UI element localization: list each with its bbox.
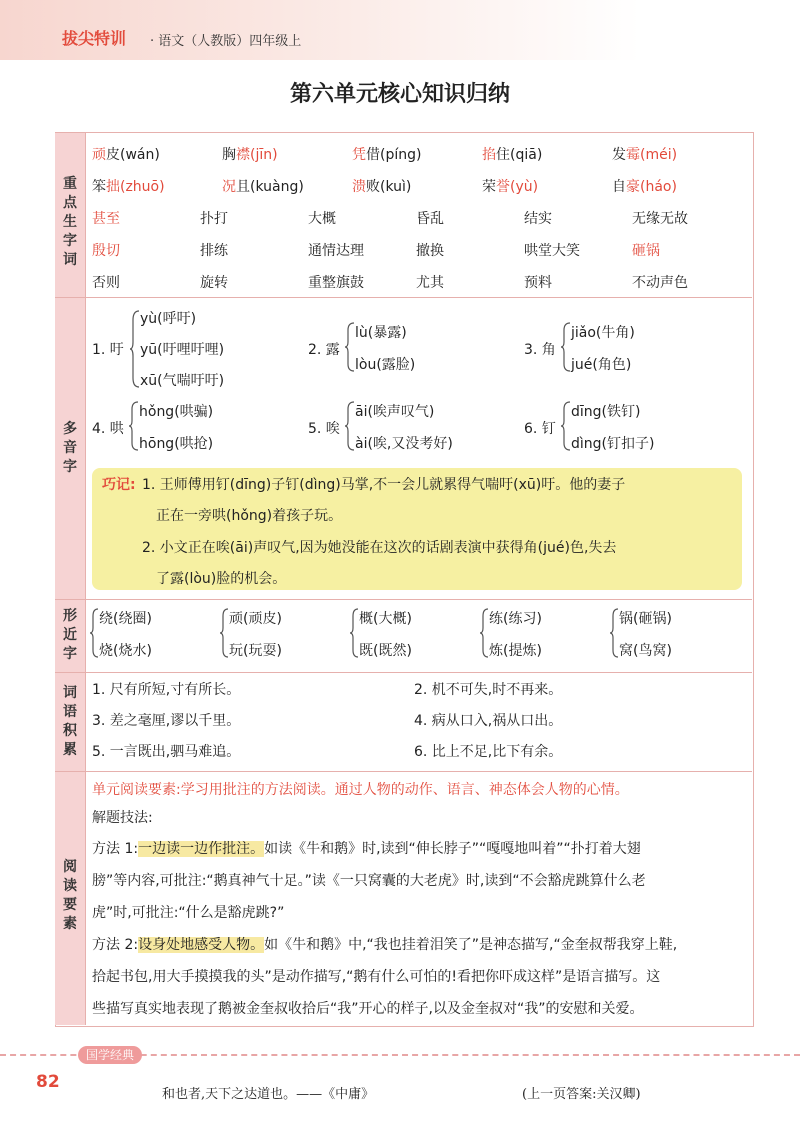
word-item: 荣誉(yù) xyxy=(482,179,539,195)
polyphone-char: 3. 角 xyxy=(524,342,556,358)
reading: yù(呼吁) xyxy=(140,311,197,327)
footer-quote: 和也者,天下之达道也。——《中庸》 xyxy=(162,1087,375,1102)
brace xyxy=(129,401,139,451)
word-item: 排练 xyxy=(200,243,228,259)
method-1-line: 虎”时,可批注:“什么是豁虎跳?” xyxy=(92,905,285,921)
method-1: 方法 1:一边读一边作批注。如读《牛和鹅》时,读到“伸长脖子”“嘎嘎地叫着”“扑打着大翅 xyxy=(92,841,641,857)
reading: hōng(哄抢) xyxy=(139,436,214,452)
word-item: 预料 xyxy=(524,275,552,291)
polyphone-char: 4. 哄 xyxy=(92,421,124,437)
brand-logo: 拔尖特训 xyxy=(62,29,127,48)
word-item: 掐住(qiā) xyxy=(482,147,543,163)
reading: dìng(钉扣子) xyxy=(571,436,655,452)
mnemonic-line: 了露(lòu)脸的机会。 xyxy=(156,571,287,587)
section-label-similar: 形 近 字 xyxy=(55,600,86,672)
idiom-item: 3. 差之毫厘,谬以千里。 xyxy=(92,713,241,729)
reading: lù(暴露) xyxy=(355,325,407,341)
divider xyxy=(55,297,752,298)
word-item: 溃败(kuì) xyxy=(352,179,412,195)
brace xyxy=(350,608,359,658)
brace xyxy=(345,401,355,451)
polyphone-char: 5. 唉 xyxy=(308,421,340,437)
idiom-item: 6. 比上不足,比下有余。 xyxy=(414,744,563,760)
word-item: 无缘无故 xyxy=(632,211,688,227)
brace xyxy=(220,608,229,658)
similar-char: 炼(提炼) xyxy=(489,643,542,659)
similar-char: 锅(砸锅) xyxy=(619,611,672,627)
word-item: 凭借(píng) xyxy=(352,147,422,163)
idiom-item: 1. 尺有所短,寸有所长。 xyxy=(92,682,241,698)
brace xyxy=(345,322,355,372)
brace xyxy=(90,608,99,658)
word-item: 笨拙(zhuō) xyxy=(92,179,165,195)
mnemonic-line: 2. 小文正在唉(āi)声叹气,因为她没能在这次的话剧表演中获得角(jué)色,失去 xyxy=(142,540,617,556)
reading: xū(气喘吁吁) xyxy=(140,373,225,389)
mnemonic-line: 正在一旁哄(hǒng)着孩子玩。 xyxy=(156,508,343,524)
section-label-idioms: 词 语 积 累 xyxy=(55,673,86,771)
word-item: 否则 xyxy=(92,275,120,291)
word-item: 撤换 xyxy=(416,243,444,259)
word-item: 自豪(háo) xyxy=(612,179,677,195)
brace xyxy=(480,608,489,658)
word-item: 胸襟(jīn) xyxy=(222,147,278,163)
method-2: 方法 2:设身处地感受人物。如《牛和鹅》中,“我也挂着泪笑了”是神态描写,“金奎叔帮我穿上鞋, xyxy=(92,937,678,953)
reading: yū(吁哩吁哩) xyxy=(140,342,225,358)
reading: hǒng(哄骗) xyxy=(139,404,214,420)
method-2-line: 拾起书包,用大手摸摸我的头”是动作描写,“鹅有什么可怕的!看把你吓成这样”是语言描写。这 xyxy=(92,969,661,985)
word-item: 不动声色 xyxy=(632,275,688,291)
word-item: 发霉(méi) xyxy=(612,147,678,163)
similar-char: 既(既然) xyxy=(359,643,412,659)
word-item: 殷切 xyxy=(92,243,120,259)
brace xyxy=(610,608,619,658)
word-item: 大概 xyxy=(308,211,336,227)
word-item: 通情达理 xyxy=(308,243,364,259)
polyphone-char: 6. 钉 xyxy=(524,421,556,437)
method-2-line: 些描写真实地表现了鹅被金奎叔收拾后“我”开心的样子,以及金奎叔对“我”的安慰和关爱。 xyxy=(92,1001,644,1017)
reading: dīng(铁钉) xyxy=(571,404,641,420)
word-item: 扑打 xyxy=(200,211,228,227)
divider xyxy=(55,771,752,772)
word-item: 砸锅 xyxy=(632,243,660,259)
mnemonic-line: 1. 王师傅用钉(dīng)子钉(dìng)马掌,不一会儿就累得气喘吁(xū)吁。他的妻子 xyxy=(142,477,626,493)
similar-char: 概(大概) xyxy=(359,611,412,627)
reading: jué(角色) xyxy=(571,357,632,373)
word-item: 哄堂大笑 xyxy=(524,243,580,259)
page-number: 82 xyxy=(36,1072,60,1092)
word-item: 顽皮(wán) xyxy=(92,147,160,163)
word-item: 结实 xyxy=(524,211,552,227)
idiom-item: 5. 一言既出,驷马难追。 xyxy=(92,744,241,760)
word-item: 尤其 xyxy=(416,275,444,291)
section-label-polyphone: 多 音 字 xyxy=(55,298,86,599)
previous-answer: (上一页答案:关汉卿) xyxy=(522,1087,641,1102)
similar-char: 玩(玩耍) xyxy=(229,643,282,659)
reading: lòu(露脸) xyxy=(355,357,416,373)
brace xyxy=(561,401,571,451)
word-item: 况且(kuàng) xyxy=(222,179,304,195)
section-label-reading: 阅 读 要 素 xyxy=(55,772,86,1025)
similar-char: 窝(鸟窝) xyxy=(619,643,672,659)
reading: jiǎo(牛角) xyxy=(571,325,635,341)
divider xyxy=(55,672,752,673)
idiom-item: 2. 机不可失,时不再来。 xyxy=(414,682,563,698)
similar-char: 烧(烧水) xyxy=(99,643,152,659)
word-item: 旋转 xyxy=(200,275,228,291)
similar-char: 绕(绕圈) xyxy=(99,611,152,627)
reading: ài(唉,又没考好) xyxy=(355,436,453,452)
method-1-line: 膀”等内容,可批注:“鹅真神气十足。”读《一只窝囊的大老虎》时,读到“不会豁虎跳算什么老 xyxy=(92,873,646,889)
word-item: 甚至 xyxy=(92,211,120,227)
guoxue-tag: 国学经典 xyxy=(78,1046,142,1064)
word-item: 昏乱 xyxy=(416,211,444,227)
brace xyxy=(561,322,571,372)
section-label-words: 重 点 生 字 词 xyxy=(55,133,86,297)
similar-char: 顽(顽皮) xyxy=(229,611,282,627)
page-title: 第六单元核心知识归纳 xyxy=(289,82,510,107)
similar-char: 练(练习) xyxy=(489,611,542,627)
polyphone-char: 2. 露 xyxy=(308,342,340,358)
brace xyxy=(130,310,140,388)
polyphone-char: 1. 吁 xyxy=(92,342,124,358)
word-item: 重整旗鼓 xyxy=(308,275,364,291)
subject-label: · 语文（人教版）四年级上 xyxy=(150,34,302,49)
idiom-item: 4. 病从口入,祸从口出。 xyxy=(414,713,563,729)
mnemonic-label: 巧记: xyxy=(102,477,136,493)
skills-heading: 解题技法: xyxy=(92,810,153,826)
divider xyxy=(55,599,752,600)
reading-element: 单元阅读要素:学习用批注的方法阅读。通过人物的动作、语言、神态体会人物的心情。 xyxy=(92,782,629,798)
reading: āi(唉声叹气) xyxy=(355,404,435,420)
